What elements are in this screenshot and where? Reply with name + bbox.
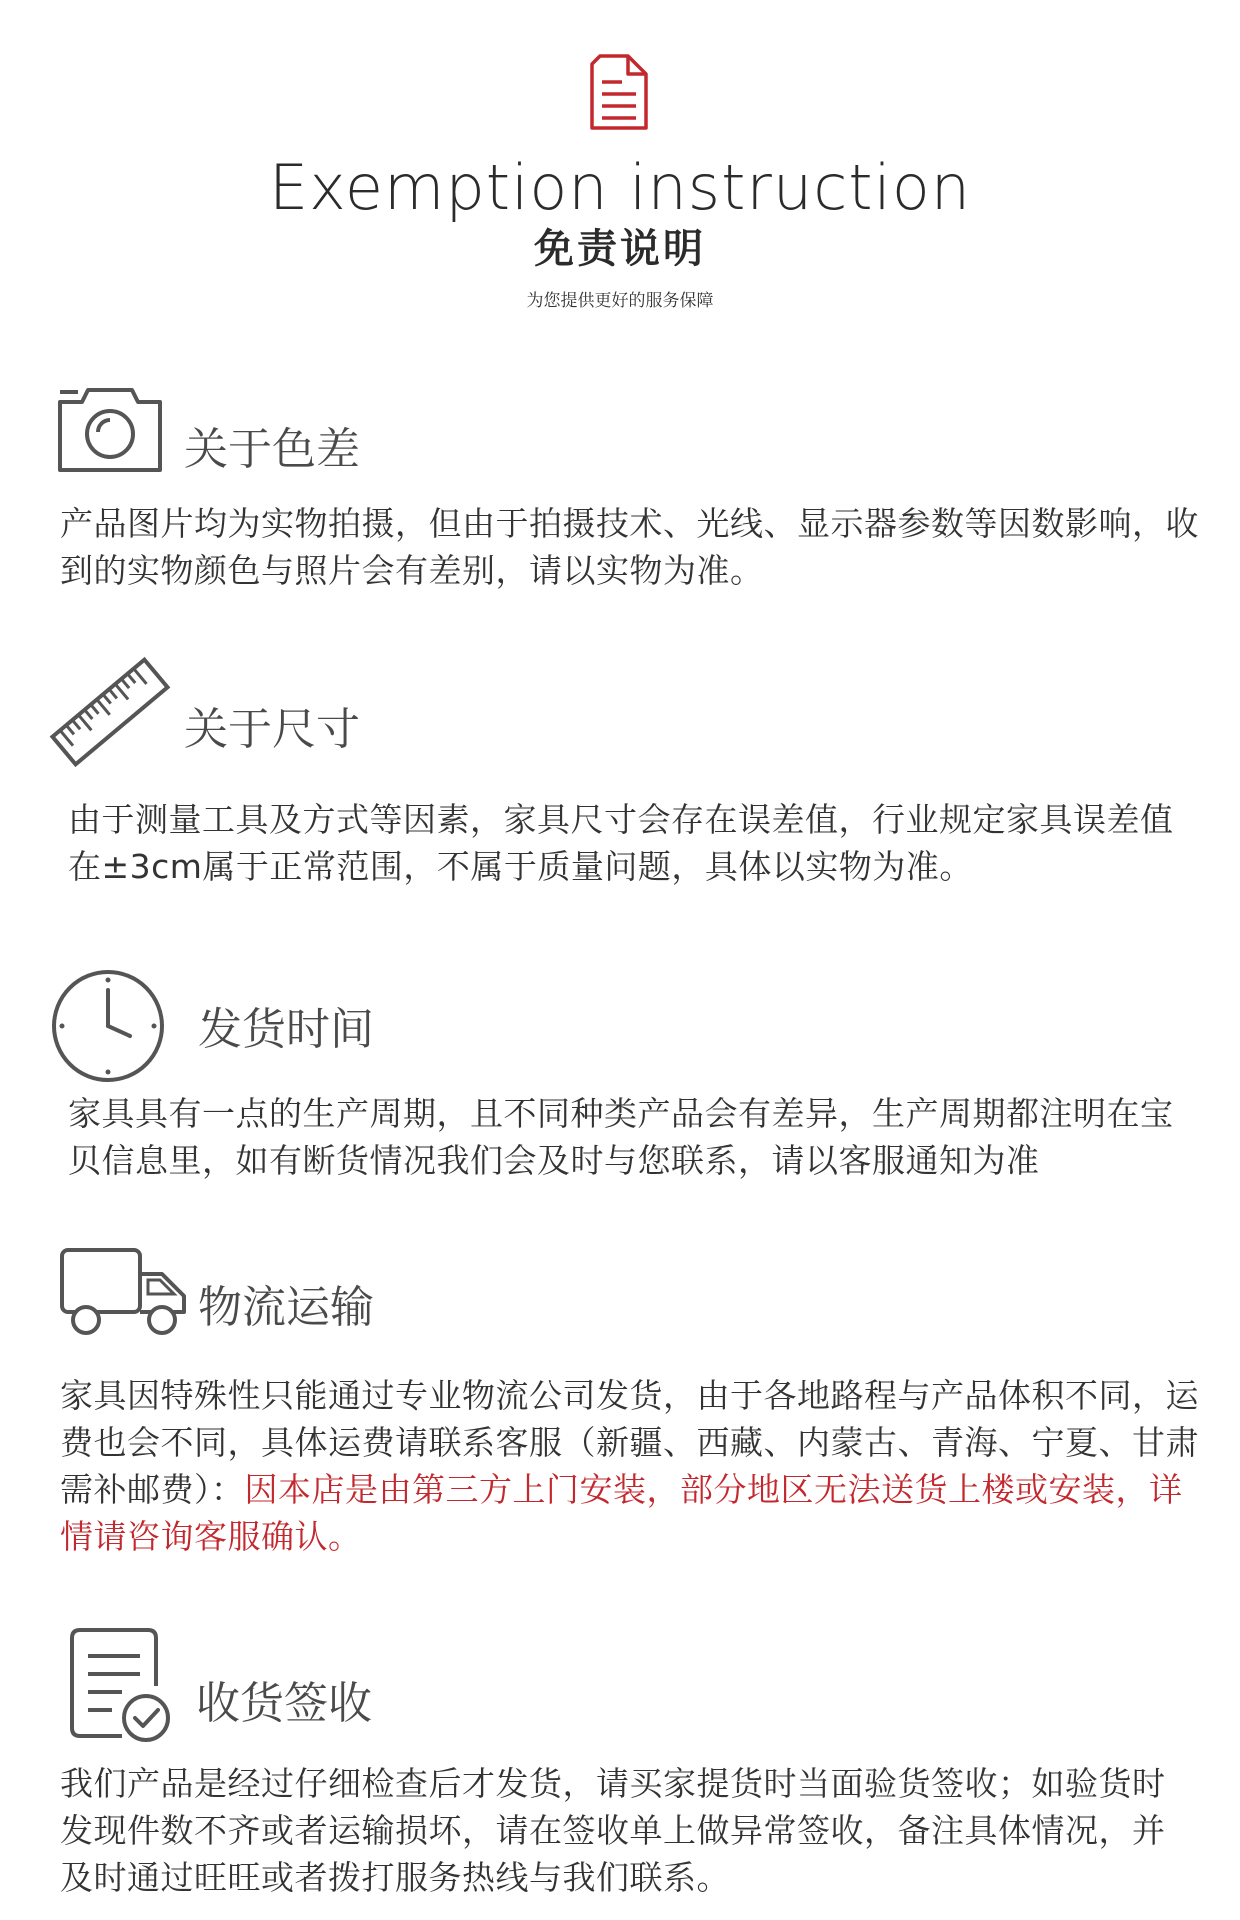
ruler-icon [46,648,174,776]
section-body-color: 产品图片均为实物拍摄，但由于拍摄技术、光线、显示器参数等因数影响，收到的实物颜色与照片会有差别，请以实物为准。 [60,504,1199,590]
logistics-body-text: 家具因特殊性只能通过专业物流公司发货，由于各地路程与产品体积不同，运费也会不同，具体运费请联系客服（新疆、西藏、内蒙古、青海、宁夏、甘肃需补邮费）： [60,1376,1199,1509]
checklist-icon [64,1626,172,1744]
section-body-delivery: 家具具有一点的生产周期，且不同种类产品会有差异，生产周期都注明在宝贝信息里，如有断货情况我们会及时与您联系，请以客服通知为准 [68,1094,1174,1180]
page-subtitle: 为您提供更好的服务保障 [526,291,714,311]
section-title-receipt: 收货签收 [196,1678,372,1729]
section-body-size: 由于测量工具及方式等因素，家具尺寸会存在误差值，行业规定家具误差值在±3cm属于正常范围，不属于质量问题，具体以实物为准。 [68,800,1174,886]
section-title-color: 关于色差 [184,424,360,475]
section-title-logistics: 物流运输 [198,1282,374,1333]
section-body-logistics [60,1372,1200,1560]
section-title-size: 关于尺寸 [184,704,360,755]
page-title-en: Exemption instruction [268,151,972,224]
logistics-highlight-text: 因本店是由第三方上门安装，部分地区无法送货上楼或安装，详情请咨询客服确认。 [60,1470,1183,1556]
document-icon [588,52,650,132]
page-title-cn: 免责说明 [534,225,706,272]
clock-icon [50,968,166,1084]
section-title-delivery: 发货时间 [198,1004,374,1055]
truck-icon [58,1244,190,1340]
camera-icon [56,378,164,474]
section-body-receipt: 我们产品是经过仔细检查后才发货，请买家提货时当面验货签收；如验货时发现件数不齐或者运输损坏，请在签收单上做异常签收，备注具体情况，并及时通过旺旺或者拨打服务热线与我们联系。 [60,1764,1166,1897]
